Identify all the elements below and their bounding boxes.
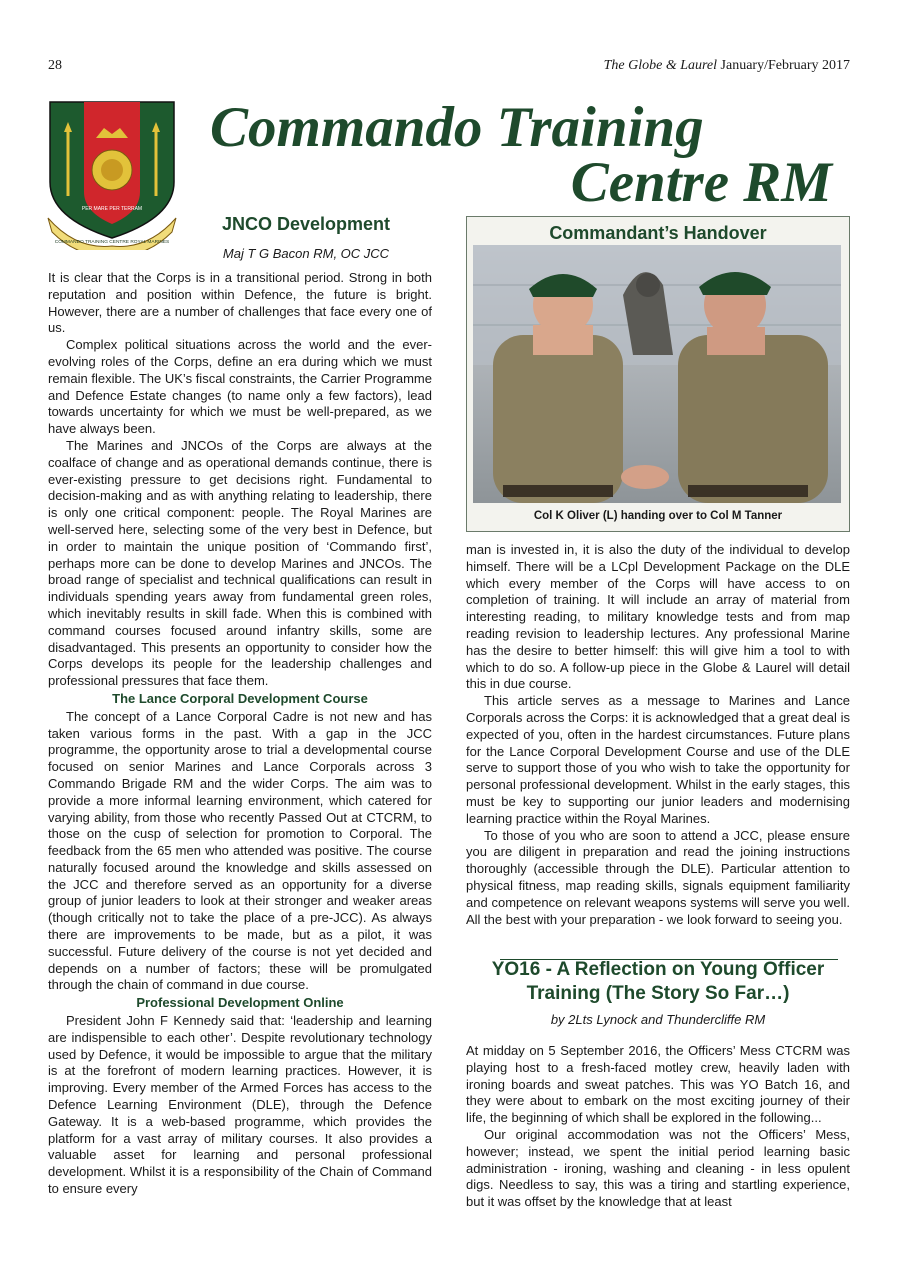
paragraph: man is invested in, it is also the duty of the individual to develop himself. There will be a LCpl Development Package on the DLE which every member of the Corps will have access to on completion of training. It will include an array of material from interesting reading, to military knowledge tests and from map reading revision to leadership lectures. Any professional Marine has the desire to better himself: this will give him a tool to with which to do so. A follow-up piece in the Globe & Laurel will detail this in due course. bbox=[466, 542, 850, 692]
page-title-line2: Centre RM bbox=[570, 151, 832, 214]
ctcrm-crest bbox=[46, 100, 178, 250]
paragraph: President John F Kennedy said that: ‘leadership and learning are indispensible to each other’. Despite revolutionary technology used by Defence, it would be impossible to argue that the military is at the forefront of modern learning practices. However, it is improving. Every member of the Armed Forces has access to the Defence Learning Environment (DLE), through the Defence Gateway. It is a web-based programme, which provides the platform for a vast array of military courses. It also provides a valuable asset for learning and personal professional development. Whilst it is a responsibility of the Chain of Command to ensure every bbox=[48, 1013, 432, 1197]
yo16-heading: YO16 - A Reflection on Young Officer Training (The Story So Far…) bbox=[491, 959, 825, 1004]
subheading-dev-online: Professional Development Online bbox=[136, 995, 344, 1011]
paragraph: It is clear that the Corps is in a transitional period. Strong in both reputation and position within Defence, the future is bright. However, there are a number of challenges that face every one of us. bbox=[48, 270, 432, 336]
paragraph: At midday on 5 September 2016, the Officers’ Mess CTCRM was playing host to a fresh-faced motley crew, heavily laden with ironing boards and sweat patches. This was YO Batch 16, and they were about to embark on the most exciting journey of their life, the beginning of which shall be explored in the following... bbox=[466, 1043, 850, 1126]
paragraph: Our original accommodation was not the Officers’ Mess, however; instead, we spent the initial period learning basic administration - ironing, washing and cleaning - in less opulent digs. Needless to say, this was a tiring and startling experience, but it was offset by the knowledge that at least bbox=[466, 1126, 850, 1210]
subheading-lcpl-course: The Lance Corporal Development Course bbox=[112, 690, 368, 706]
jnco-heading: JNCO Development bbox=[221, 214, 391, 234]
crest-motto-scroll: COMMANDO TRAINING CENTRE ROYAL MARINES bbox=[54, 240, 170, 245]
jnco-byline: Maj T G Bacon RM, OC JCC bbox=[222, 246, 390, 261]
handover-box bbox=[466, 216, 850, 532]
handover-photo bbox=[473, 245, 841, 503]
publication-name: The Globe & Laurel bbox=[603, 58, 718, 73]
handover-heading: Commandant’s Handover bbox=[549, 223, 767, 243]
paragraph: The Marines and JNCOs of the Corps are always at the coalface of change and as operational demands continue, there is ever-existing pressure to get decisions right. Fundamental to decision-making and as with anything relating to leadership, there is only one critical component: people. The Royal Marines are well-served here, selecting some of the very best in Defence, but in order to maintain the unique position of ‘Commando first’, perhaps more can be done to develop Marines and JNCOs. The broad range of specialist and technical qualifications can result in individuals spending years away from fundamental green roles, which inevitably results in skill fade. When this is combined with command courses focused around infantry skills, some are disadvantaged. This presents an opportunity to consider how the Corps develops its people for the leadership challenges and professional pressures that face them. bbox=[48, 437, 432, 689]
page-title-line1: Commando Training bbox=[210, 96, 704, 159]
running-header bbox=[604, 58, 850, 74]
crest-motto: PER MARE PER TERRAM bbox=[81, 206, 143, 212]
left-column bbox=[48, 270, 432, 1198]
right-column-upper bbox=[466, 542, 850, 928]
paragraph: This article serves as a message to Marines and Lance Corporals across the Corps: it is acknowledged that a great deal is expected of you, often in the hardest circumstances. Future plans for the Lance Corporal Development Course and use of the DLE serve to support those of you who wish to take the opportunity for personal professional development. Whilst in the early stages, this must be key to supporting our junior leaders and modernising learning practice within the Royal Marines. bbox=[466, 693, 850, 826]
paragraph: The concept of a Lance Corporal Cadre is not new and has taken various forms in the past. With a gap in the JCC programme, the opportunity arose to trial a developmental course focused on senior Marines and Lance Corporals across 3 Commando Brigade RM and the wider Corps. The aim was to provide a more informal learning environment, which catered for varying ability, from those who recently Passed Out at CTCRM, to those on the cusp of selection for promotion to Corporal. The feedback from the 65 men who attended was positive. The course naturally focused around the knowledge and skills assessed on the JCC and therefore served as an opportunity for a diverse group of junior leaders to look at their stronger and weaker areas (though critically not to take the place of a pre-JCC). As always there are improvements to be made, but as a pilot, it was successful. Future delivery of the course is not yet decided and depends on a number of factors; these will be promulgated through the chain of command in due course. bbox=[48, 708, 432, 993]
yo16-byline: by 2Lts Lynock and Thundercliffe RM bbox=[550, 1012, 766, 1027]
page-number: 28 bbox=[48, 58, 62, 73]
paragraph: Complex political situations across the world and the ever-evolving roles of the Corps, define an era during which we must remain flexible. The UK’s fiscal constraints, the Carrier Programme and Defence Estate changes (to name only a few factors), lead towards uncertainty for which we must be well-prepared, as we have always been. bbox=[48, 337, 432, 437]
paragraph: To those of you who are soon to attend a JCC, please ensure you are diligent in preparation and read the joining instructions thoroughly (accessible through the DLE). Particular attention to physical fitness, map reading skills, signals equipment familiarity and competence on relevant weapons systems will serve you well. All the best with your preparation - we look forward to seeing you. bbox=[466, 827, 850, 927]
issue-date: January/February 2017 bbox=[720, 58, 850, 73]
right-column-lower bbox=[466, 1043, 850, 1211]
handover-caption: Col K Oliver (L) handing over to Col M Tanner bbox=[533, 510, 783, 522]
